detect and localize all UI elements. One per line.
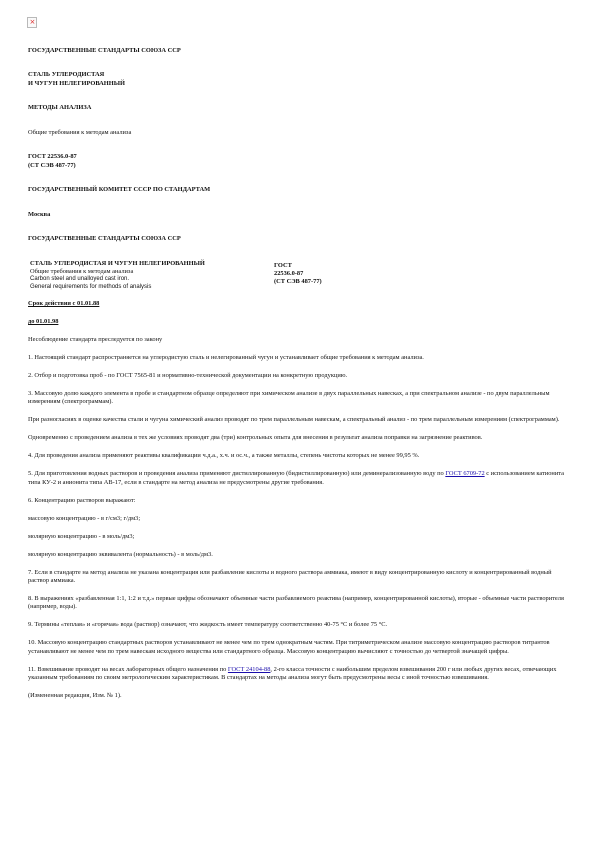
city: Москва (28, 210, 51, 218)
title-table-left (30, 260, 270, 293)
clause-9: 9. Термины «теплая» и «горячая» вода (раствор) означают, что жидкость имеет температуру соответственно 40-75 °С и более 75 °С. (28, 621, 388, 629)
clause-6: 6. Концентрацию растворов выражают: (28, 496, 136, 504)
clause-4: 4. Для проведения анализа применяют реактивы квалификации ч.д.а., х.ч. и ос.ч., а также металлы, степень чистоты которых не менее 99,95 %. (28, 452, 420, 460)
clause-3: 3. Массовую долю каждого элемента в пробе и стандартном образце определяют при химическом анализе в двух параллельных навесках, а при спектральном анализе - по двум параллельным измерениям (спектрограммам). (28, 390, 550, 406)
title-table-st-sev: (СТ СЭВ 487-77) (274, 278, 322, 286)
title-table-en-title: Carbon steel and unalloyed cast iron. (30, 276, 130, 283)
title-table-en-subtitle: General requirements for methods of analysis (30, 284, 152, 291)
title-line-1: СТАЛЬ УГЛЕРОДИСТАЯ (28, 71, 105, 79)
clause-3-disputes: При разногласиях в оценке качества стали и чугуна химический анализ проводят по трем параллельным навескам, а спектральный анализ - по трем параллельным измерениям (спектрограммам). (28, 416, 560, 424)
clause-5-text-end: с использованием катионита типа КУ-2 и анионита типа АВ-17, если в стандарте на метод анализа не предусмотрены другие требования. (28, 470, 564, 486)
amendment-note: (Измененная редакция, Изм. № 1). (28, 692, 122, 700)
gost-24104-88-link[interactable]: ГОСТ 24104-88 (227, 665, 271, 673)
state-standards-heading-2: ГОСУДАРСТВЕННЫЕ СТАНДАРТЫ СОЮЗА ССР (28, 235, 181, 243)
gost-number: ГОСТ 22536.0-87 (28, 153, 77, 161)
title-table-ru-title: СТАЛЬ УГЛЕРОДИСТАЯ И ЧУГУН НЕЛЕГИРОВАННЫЙ (30, 259, 205, 267)
title-table-gost-number: 22536.0-87 (274, 269, 304, 277)
title-table-gost-label: ГОСТ (274, 261, 292, 269)
clause-6-mass-concentration: массовую концентрацию - в г/см3; г/дм3; (28, 514, 141, 522)
title-line-2: И ЧУГУН НЕЛЕГИРОВАННЫЙ (28, 79, 125, 87)
effective-date: Срок действия с 01.01.88 (28, 300, 100, 308)
clause-11-text-end: , 2-го класса точности с наибольшим пределом взвешивания 200 г или любых других весах, отвечающих указанным требованиям по своим метрологическим характеристикам. В стандартах на методы анализа могут быть предусмотрены весы с иной точностью взвешивания. (28, 665, 557, 682)
state-standards-heading: ГОСУДАРСТВЕННЫЕ СТАНДАРТЫ СОЮЗА ССР (28, 47, 181, 54)
penalty-note: Несоблюдение стандарта преследуется по закону (28, 336, 163, 344)
broken-image-icon (27, 17, 37, 28)
clause-5-text-start: 5. Для приготовления водных растворов и проведения анализа применяют дистиллированную (бидистиллированную) или деминерализованную воду по (28, 470, 446, 478)
document-body (28, 47, 568, 710)
st-sev-number: (СТ СЭВ 487-77) (28, 161, 76, 169)
clause-6-molar-concentration: молярную концентрацию - в моль/дм3; (28, 532, 135, 540)
gost-6709-72-link[interactable]: ГОСТ 6709-72 (445, 470, 485, 478)
title-table (30, 260, 322, 293)
committee-heading: ГОСУДАРСТВЕННЫЙ КОМИТЕТ СССР ПО СТАНДАРТАМ (28, 186, 211, 194)
title-table-right (270, 260, 322, 293)
clause-6-normality: молярную концентрацию эквивалента (нормальность) - в моль/дм3. (28, 550, 213, 558)
general-requirements-heading: Общие требования к методам анализа (28, 128, 132, 136)
clause-10: 10. Массовую концентрацию стандартных растворов устанавливают не менее чем по трем однократным частям. При титриметрическом анализе массовую концентрацию растворов титрантов устанавливают не менее чем по трем навескам исходного вещества или стандартного образца. Массовую концентрацию вычисляют с точностью до четвертой значащей цифры. (28, 639, 550, 655)
clause-1: 1. Настоящий стандарт распространяется на углеродистую сталь и нелегированный чугун и устанавливает общие требования к методам анализа. (28, 354, 424, 362)
clause-3-control: Одновременно с проведением анализа в тех же условиях проводят два (три) контрольных опыта для внесения в результат анализа поправки на загрязнение реактивов. (28, 434, 483, 442)
title-table-ru-subtitle: Общие требования к методам анализа (30, 267, 134, 275)
valid-until-date: до 01.01.98 (28, 318, 59, 326)
clause-11 (28, 666, 568, 683)
broken-image-x-icon: × (29, 17, 36, 26)
clause-5 (28, 470, 568, 487)
clause-2: 2. Отбор и подготовка проб - по ГОСТ 7565-81 и нормативно-технической документации на конкретную продукцию. (28, 372, 348, 380)
methods-heading: МЕТОДЫ АНАЛИЗА (28, 104, 92, 112)
clause-8: 8. В выражениях «разбавленная 1:1, 1:2 и т.д.» первые цифры обозначают объемные части разбавляемого реактива (например, концентрированной кислоты), вторые - объемные части растворителя (например, воды). (28, 594, 564, 611)
clause-11-text-start: 11. Взвешивание проводят на весах лабораторных общего назначения по (28, 665, 228, 673)
clause-7: 7. Если в стандарте на метод анализа не указана концентрация или разбавление кислоты и водного раствора аммиака, имеют в виду концентрированную кислоту и концентрированный водный раствор аммиака. (28, 568, 552, 584)
